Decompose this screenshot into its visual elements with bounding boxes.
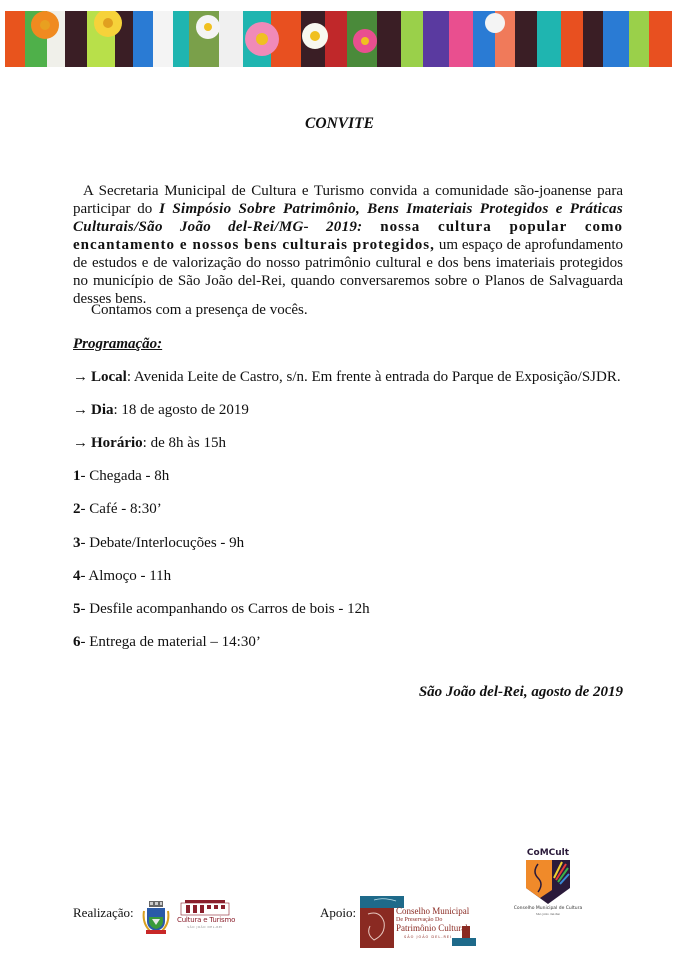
schedule-number: 1 (73, 468, 81, 484)
schedule-item (73, 501, 162, 518)
comcult-name: Conselho Municipal de Cultura (513, 906, 583, 911)
signoff: São João del-Rei, agosto de 2019 (418, 684, 623, 700)
comcult-logo (508, 848, 588, 916)
comcult-title: CoMCult (526, 848, 570, 858)
document-title: CONVITE (305, 115, 374, 132)
secretaria-city: SÃO JOÃO DEL-REI (187, 925, 223, 929)
secretaria-cultura-turismo-logo (177, 899, 236, 931)
conselho-line-3: Patrimônio Cultural (396, 923, 468, 933)
schedule-text: - Chegada - 8h (80, 468, 170, 484)
schedule-number: 2 (73, 501, 81, 517)
schedule-item (73, 568, 171, 585)
arrow-right-icon: → (73, 369, 88, 385)
schedule-text: - Desfile acompanhando os Carros de bois - 12h (80, 601, 370, 617)
schedule-item (73, 468, 169, 485)
secretaria-name: Cultura e Turismo (177, 916, 236, 924)
detail-value: : 18 de agosto de 2019 (113, 402, 249, 418)
building-icon (177, 899, 233, 916)
schedule-number: 5 (73, 601, 81, 617)
schedule-item (73, 634, 261, 651)
detail-value: : de 8h às 15h (142, 435, 226, 451)
arrow-right-icon: → (73, 435, 88, 451)
schedule-number: 6 (73, 634, 81, 650)
event-name: I Simpósio Sobre Patrimônio, Bens Imateriais Protegidos e Práticas Culturais/São João del-Rei/MG- 2019: (73, 201, 623, 235)
detail-local (73, 369, 621, 386)
conselho-patrimonio-logo (360, 896, 478, 948)
detail-label: Dia (91, 402, 114, 418)
intro-paragraph (73, 182, 623, 308)
intro-text-1: A Secretaria Municipal de Cultura e Turismo convida a comunidade são-joanense para participar do (73, 183, 623, 217)
schedule-text: - Almoço - 11h (80, 568, 172, 584)
schedule-text: - Debate/Interlocuções - 9h (80, 535, 245, 551)
conselho-line-1: Conselho Municipal (396, 906, 470, 916)
decorative-banner (5, 11, 672, 67)
ribbons-flowers-icon (5, 11, 672, 67)
schedule-item (73, 601, 370, 618)
detail-label: Horário (91, 435, 143, 451)
intro-text-2: um espaço de aprofundamento de estudos e de valorização do nosso patrimônio cultural e dos bens imateriais protegidos no município de São João del-Rei, quando conversaremos sobre o Planos de Salvaguarda desses bens. (73, 237, 624, 307)
schedule-text: - Café - 8:30’ (80, 501, 162, 517)
schedule-number: 4 (73, 568, 81, 584)
program-heading: Programação: (73, 336, 163, 352)
event-theme: nossa cultura popular como encantamento e nossos bens culturais protegidos, (73, 219, 623, 253)
detail-dia (73, 402, 249, 419)
closing-line: Contamos com a presença de vocês. (91, 302, 308, 318)
comcult-city: São João del-Rei (535, 912, 561, 916)
coat-of-arms-logo (142, 901, 170, 935)
schedule-number: 3 (73, 535, 81, 551)
conselho-line-4: SÃO JOÃO DEL-REI (404, 935, 453, 939)
detail-value: : Avenida Leite de Castro, s/n. Em frente à entrada do Parque de Exposição/SJDR. (126, 369, 621, 385)
municipal-coat-of-arms-icon (142, 901, 170, 935)
detail-label: Local (91, 369, 127, 385)
schedule-item (73, 535, 244, 552)
detail-horario (73, 435, 226, 452)
apoio-label: Apoio: (320, 905, 357, 920)
conselho-line-2: De Preservação Do (396, 917, 443, 923)
violin-shield-icon (526, 860, 570, 904)
arrow-right-icon: → (73, 402, 88, 418)
schedule-text: - Entrega de material – 14:30’ (80, 634, 261, 650)
realizacao-label: Realização: (73, 905, 134, 920)
